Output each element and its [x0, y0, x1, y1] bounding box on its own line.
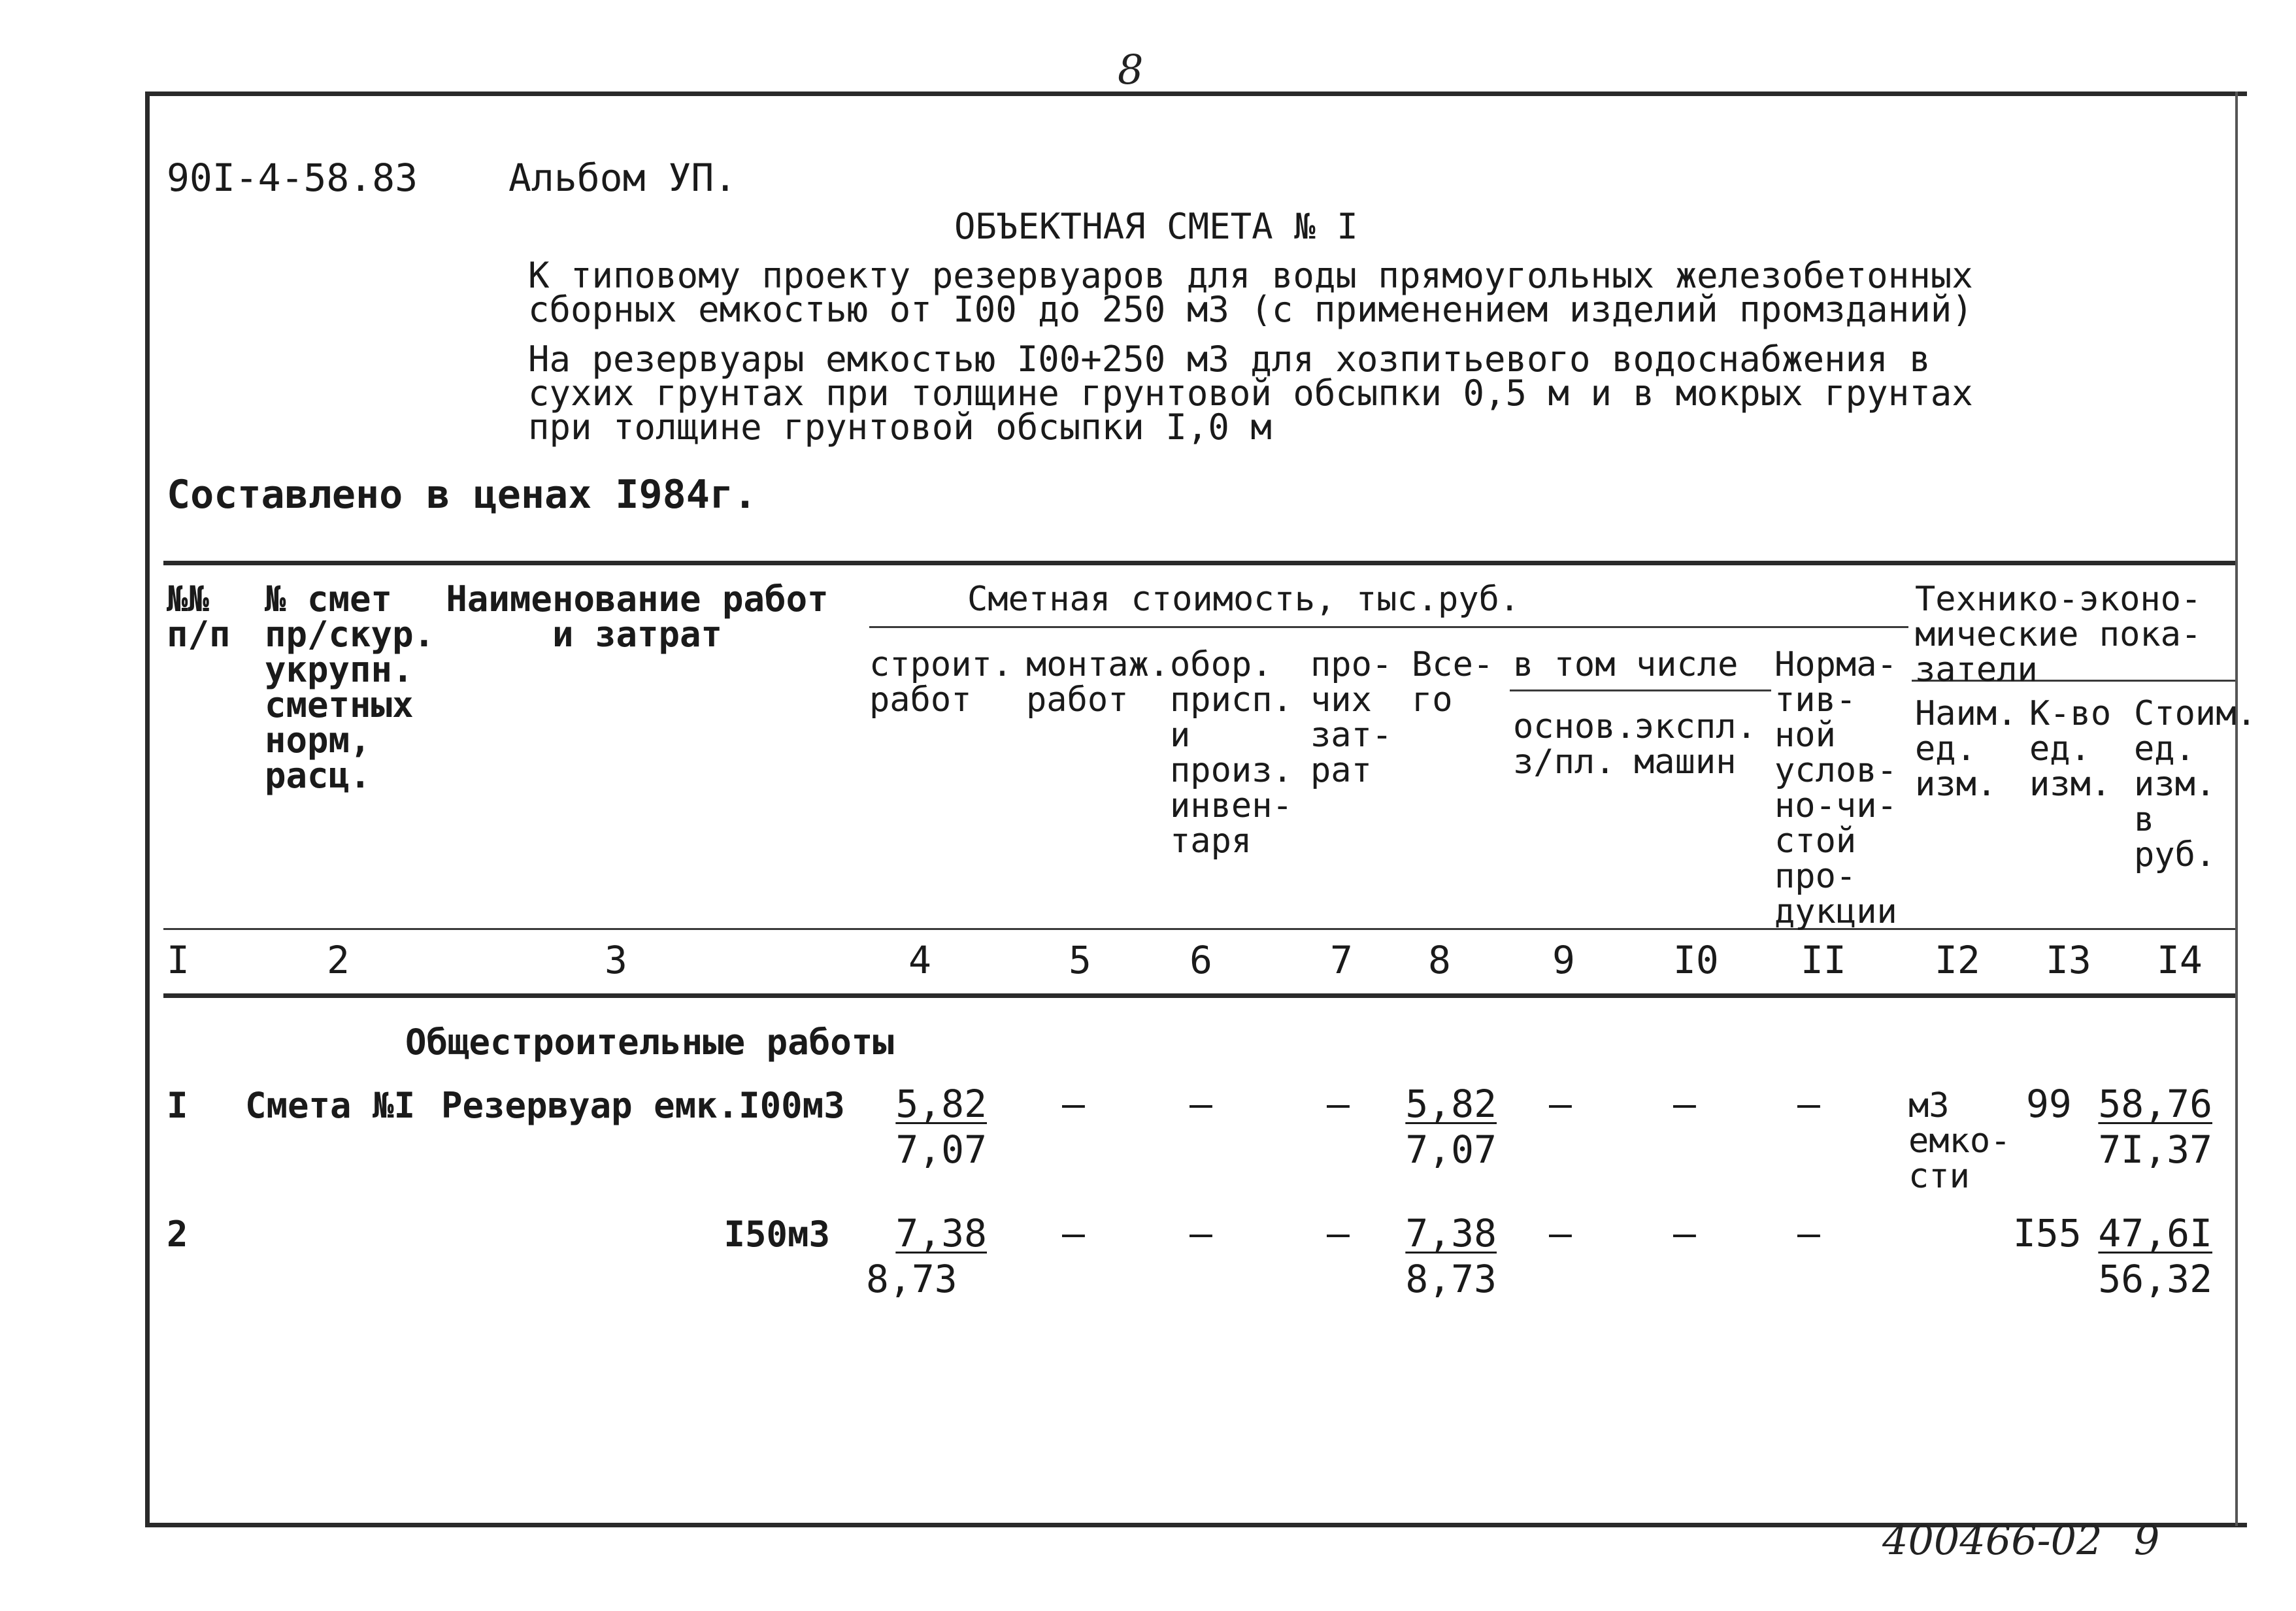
header-col-7: про- чих зат- рат: [1310, 645, 1393, 790]
row-unit-cost-top: 47,6I: [2098, 1211, 2212, 1255]
column-number-4: 4: [908, 938, 931, 982]
row-total-top: 5,82: [1405, 1082, 1497, 1126]
row-equipment-cost: –: [1190, 1211, 1212, 1255]
subtitle-line-4: сухих грунтах при толщине грунтовой обсыпки 0,5 м и в мокрых грунтах: [528, 373, 1973, 414]
header-col-2: № смет пр/скур. укрупн. сметных норм, расц.: [265, 578, 435, 796]
header-col-8: Все- го: [1412, 645, 1494, 720]
column-number-1: I: [167, 938, 190, 982]
subtitle-line-3: На резервуары емкостью I00+250 м3 для хозпитьевого водоснабжения в: [528, 339, 1931, 380]
row-installation-cost: –: [1062, 1082, 1085, 1126]
column-number-7: 7: [1330, 938, 1353, 982]
column-number-14: I4: [2157, 938, 2203, 982]
header-col-3: Наименование работ и затрат: [446, 578, 829, 655]
header-col-5: монтаж. работ: [1026, 645, 1170, 720]
row-unit-quantity: I55: [2013, 1211, 2082, 1255]
header-incl-group: в том числе: [1513, 645, 1739, 684]
header-col-11: Норма- тив- ной услов- но-чи- стой про- дукции: [1774, 645, 1897, 931]
document-title: ОБЪЕКТНАЯ СМЕТА № I: [954, 206, 1358, 247]
column-number-8: 8: [1428, 938, 1451, 982]
cost-group-rule: [869, 626, 1908, 628]
row-construction-cost-top: 5,82: [895, 1082, 987, 1126]
header-col-6: обор. присп. и произ. инвен- таря: [1170, 645, 1293, 861]
header-col-13: К-во ед. изм.: [2029, 694, 2112, 804]
row-unit-cost-bottom: 56,32: [2098, 1257, 2212, 1301]
table-top-rule: [163, 561, 2235, 565]
column-number-12: I2: [1935, 938, 1980, 982]
header-col-1: №№ п/п: [167, 578, 231, 655]
column-number-13: I3: [2046, 938, 2091, 982]
row-construction-cost-bottom: 8,73: [866, 1257, 957, 1301]
row-construction-cost-top: 7,38: [895, 1211, 987, 1255]
column-number-6: 6: [1190, 938, 1212, 982]
row-work-name: I50м3: [724, 1214, 830, 1255]
row-base-salary: –: [1549, 1211, 1572, 1255]
header-col-10: экспл. машин: [1634, 707, 1757, 782]
header-bottom-rule: [163, 928, 2235, 930]
row-unit-cost-top: 58,76: [2098, 1082, 2212, 1126]
album-label: Альбом УП.: [508, 156, 737, 200]
frame-left-border: [145, 91, 150, 1526]
row-other-cost: –: [1327, 1082, 1350, 1126]
row-estimate-ref: Смета №I: [245, 1085, 416, 1126]
header-col-9: основ. з/пл.: [1513, 707, 1636, 782]
row-work-name: Резервуар емк.I00м3: [441, 1085, 845, 1126]
column-number-5: 5: [1069, 938, 1091, 982]
row-number: 2: [167, 1214, 188, 1255]
handwritten-registration-number: 400466-02: [1882, 1516, 2103, 1564]
subtitle-line-1: К типовому проекту резервуаров для воды прямоугольных железобетонных: [528, 255, 1973, 296]
footer-page-number: 9: [2134, 1516, 2160, 1564]
row-total-top: 7,38: [1405, 1211, 1497, 1255]
row-normative-product: –: [1797, 1082, 1820, 1126]
header-cost-group: Сметная стоимость, тыс.руб.: [967, 580, 1520, 619]
row-normative-product: –: [1797, 1211, 1820, 1255]
row-unit-name: м3 емко- сти: [1908, 1086, 2011, 1196]
column-numbers-rule: [163, 993, 2235, 998]
header-col-12: Наим. ед. изм.: [1915, 694, 2018, 804]
column-number-10: I0: [1673, 938, 1719, 982]
document-code: 90I-4-58.83: [167, 156, 418, 200]
row-machine-operation: –: [1673, 1082, 1696, 1126]
prices-note: Составлено в ценах I984г.: [167, 472, 757, 518]
column-number-11: II: [1801, 938, 1846, 982]
row-unit-quantity: 99: [2026, 1082, 2072, 1126]
row-total-bottom: 7,07: [1405, 1127, 1497, 1172]
header-col-14: Стоим. ед. изм. в руб.: [2134, 694, 2257, 874]
row-total-bottom: 8,73: [1405, 1257, 1497, 1301]
page-number-top: 8: [1118, 46, 1144, 93]
column-number-3: 3: [605, 938, 627, 982]
header-tech-group: Технико-эконо- мические пока- затели: [1915, 580, 2202, 689]
row-base-salary: –: [1549, 1082, 1572, 1126]
header-col-4: строит. работ: [869, 645, 1013, 720]
section-title: Общестроительные работы: [405, 1021, 894, 1063]
incl-group-rule: [1510, 689, 1771, 691]
row-equipment-cost: –: [1190, 1082, 1212, 1126]
column-number-2: 2: [327, 938, 350, 982]
row-construction-cost-bottom: 7,07: [895, 1127, 987, 1172]
subtitle-line-5: при толщине грунтовой обсыпки I,0 м: [528, 407, 1272, 448]
row-installation-cost: –: [1062, 1211, 1085, 1255]
frame-top-border: [145, 91, 2247, 96]
row-machine-operation: –: [1673, 1211, 1696, 1255]
row-unit-cost-bottom: 7I,37: [2098, 1127, 2212, 1172]
subtitle-line-2: сборных емкостью от I00 до 250 м3 (с применением изделий промзданий): [528, 289, 1973, 330]
column-number-9: 9: [1552, 938, 1575, 982]
row-other-cost: –: [1327, 1211, 1350, 1255]
row-number: I: [167, 1085, 188, 1126]
